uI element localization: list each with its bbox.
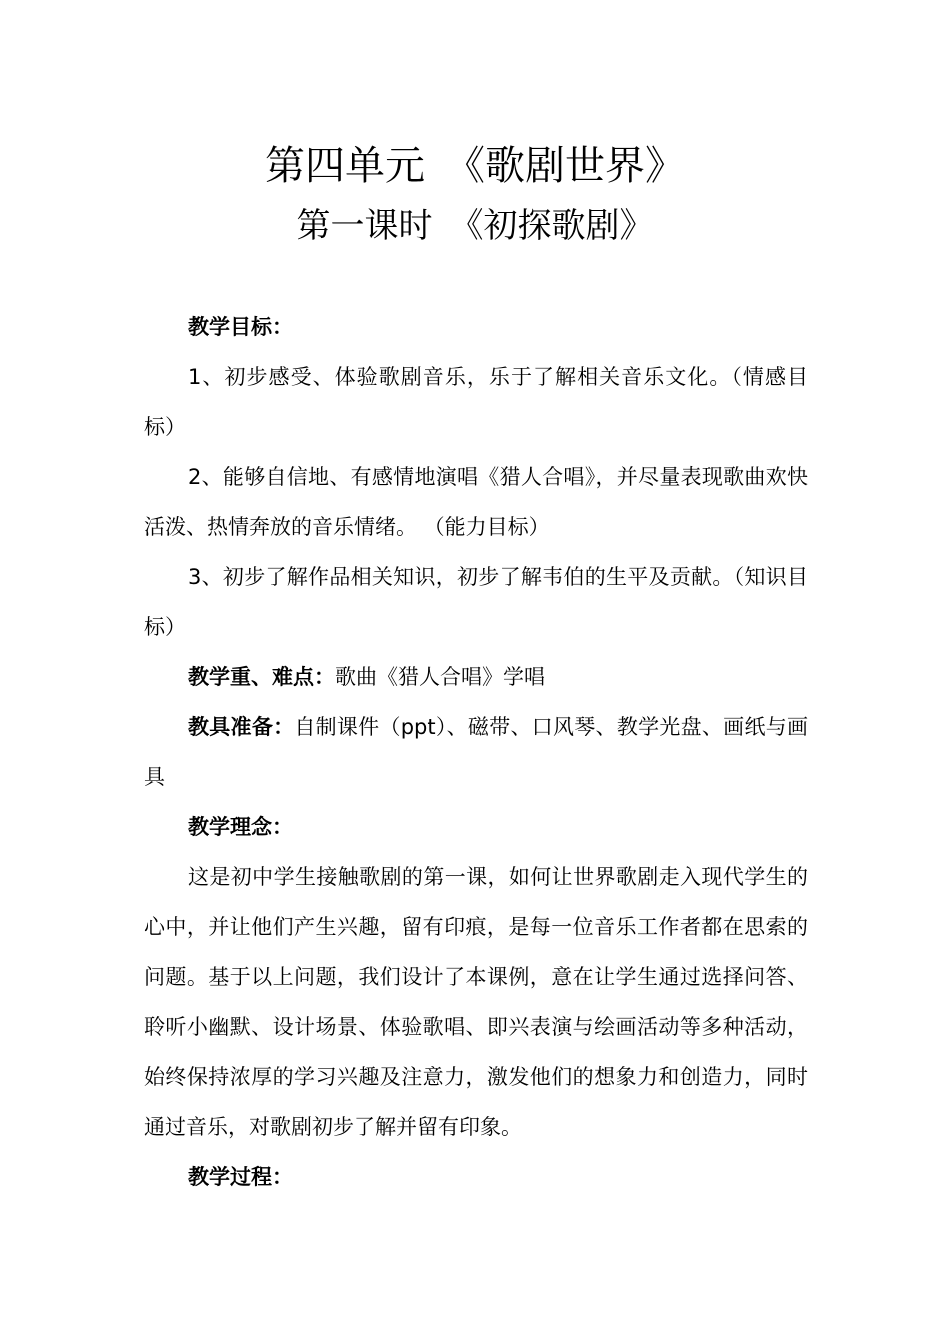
objective-1: 1、初步感受、体验歌剧音乐，乐于了解相关音乐文化。（情感目标） [144,365,808,439]
key-points-text: 歌曲《猎人合唱》学唱 [335,665,545,689]
unit-title: 第四单元 《歌剧世界》 [265,143,685,189]
materials-text: 自制课件（ppt）、磁带、口风琴、教学光盘、画纸与画具 [144,715,808,789]
objective-3: 3、初步了解作品相关知识，初步了解韦伯的生平及贡献。（知识目标） [144,565,808,639]
key-points-label: 教学重、难点： [188,665,335,689]
philosophy-heading [144,802,808,852]
process-heading [144,1152,808,1202]
objectives-heading [144,302,808,352]
philosophy-heading-label: 教学理念： [188,815,293,839]
materials-label: 教具准备： [188,715,295,739]
objectives-heading-label: 教学目标： [188,315,293,339]
materials-line [144,702,808,802]
document-body [144,302,808,1202]
objective-2: 2、能够自信地、有感情地演唱《猎人合唱》，并尽量表现歌曲欢快活泼、热情奔放的音乐情绪。 （能力目标） [144,465,808,539]
philosophy-paragraph: 这是初中学生接触歌剧的第一课，如何让世界歌剧走入现代学生的心中，并让他们产生兴趣，留有印痕，是每一位音乐工作者都在思索的问题。基于以上问题，我们设计了本课例，意在让学生通过选择问答、聆听小幽默、设计场景、体验歌唱、即兴表演与绘画活动等多种活动，始终保持浓厚的学习兴趣及注意力，激发他们的想象力和创造力，同时通过音乐，对歌剧初步了解并留有印象。 [144,865,808,1139]
key-points-line [144,652,808,702]
lesson-title: 第一课时 《初探歌剧》 [296,206,654,246]
process-heading-label: 教学过程： [188,1165,293,1189]
